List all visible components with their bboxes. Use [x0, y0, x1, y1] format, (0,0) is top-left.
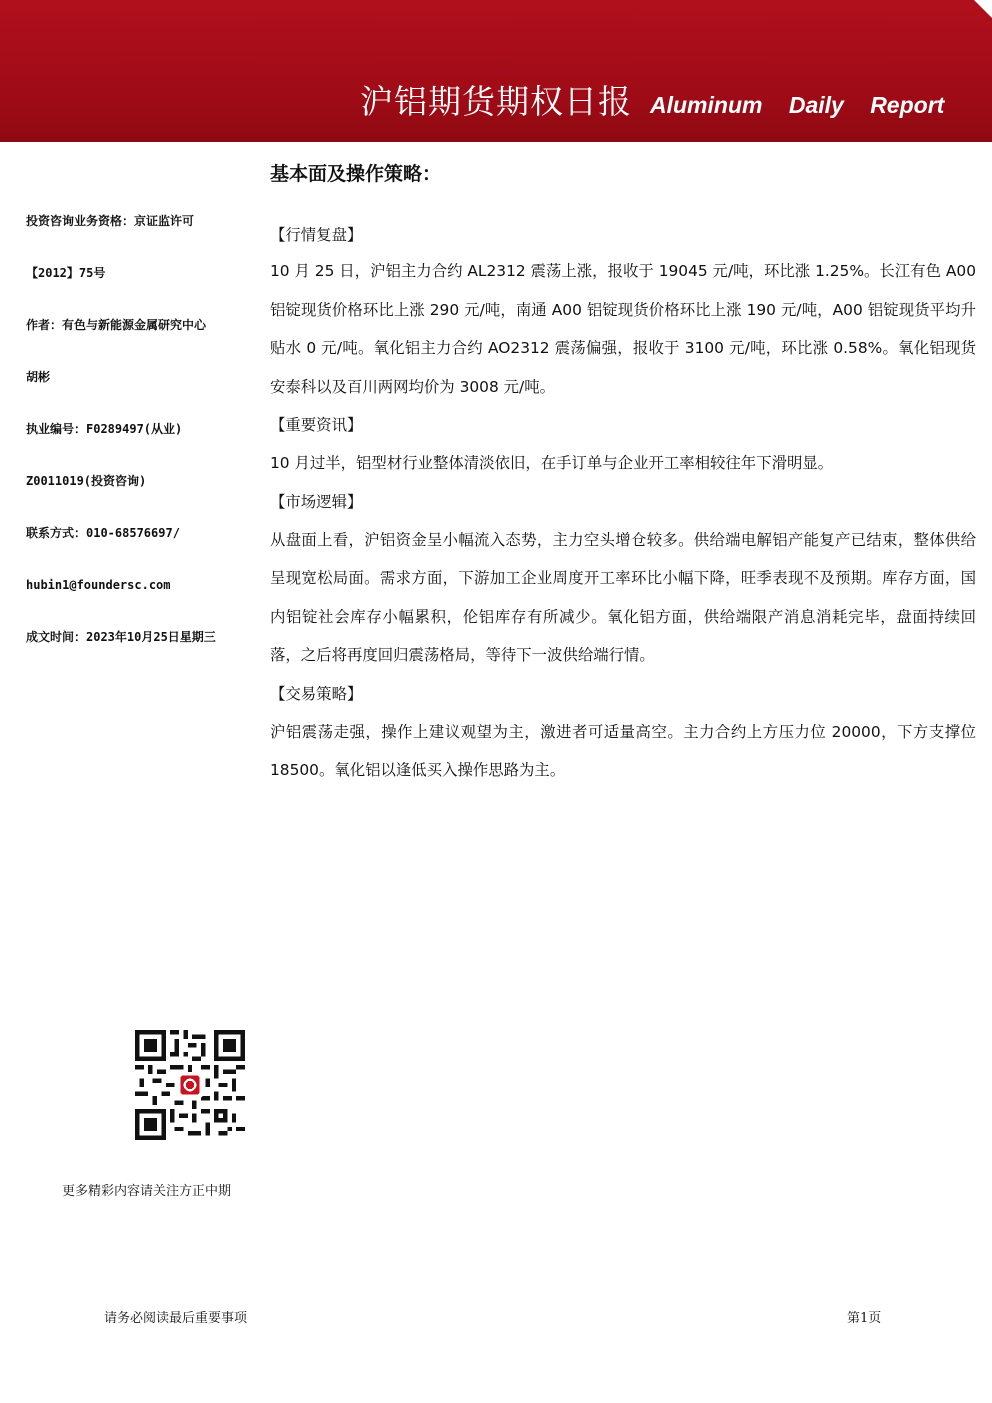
footer-disclaimer-note: 请务必阅读最后重要事项 [104, 1311, 248, 1326]
footer-page-number: 第1页 [847, 1311, 882, 1326]
heading-key-news: 【重要资讯】 [270, 416, 363, 434]
paragraph-market-review: 10 月 25 日，沪铝主力合约 AL2312 震荡上涨，报收于 19045 元/吨，环比涨 1.25%。长江有色 A00 铝锭现货价格环比上涨 290 元/吨，南通 A00 铝锭现货价格环比上涨 190 元/吨，A00 铝锭现货平均升贴水 0 元/吨。氧化铝主力合约 AO2312 震荡偏强，报收于 3100 元/吨，环比涨 0.58%。氧化铝现货安泰科以及百川两网均价为 3008 元/吨。 [270, 262, 976, 396]
sidebar-email: hubin1@foundersc.com [26, 578, 171, 592]
report-title [360, 76, 944, 123]
sidebar-author-dept: 作者：有色与新能源金属研究中心 [26, 318, 207, 332]
qr-code-image [135, 1030, 245, 1140]
sidebar-consult-id: Z0011019(投资咨询) [26, 474, 147, 488]
sidebar-author-name: 胡彬 [26, 370, 51, 384]
paragraph-key-news: 10 月过半，铝型材行业整体清淡依旧，在手订单与企业开工率相较往年下滑明显。 [270, 454, 834, 472]
heading-market-logic: 【市场逻辑】 [270, 492, 363, 511]
paragraph-trading-strategy: 沪铝震荡走强，操作上建议观望为主，激进者可适量高空。主力合约上方压力位 20000，下方支撑位 18500。氧化铝以逢低买入操作思路为主。 [270, 722, 976, 779]
qr-caption: 更多精彩内容请关注方正中期 [62, 1184, 232, 1199]
sidebar-phone: 联系方式：010-68576697/ [26, 526, 180, 540]
sidebar-license-number: 【2012】75号 [26, 266, 106, 280]
report-body [270, 158, 976, 790]
section-title: 基本面及操作策略： [270, 163, 442, 185]
report-title-en: Aluminum Daily Report [650, 92, 945, 118]
sidebar-qualification: 投资咨询业务资格：京证监许可 [26, 214, 195, 228]
heading-trading-strategy: 【交易策略】 [270, 684, 363, 703]
author-info-sidebar [26, 212, 262, 680]
paragraph-market-logic: 从盘面上看，沪铝资金呈小幅流入态势，主力空头增仓较多。供给端电解铝产能复产已结束，整体供给呈现宽松局面。需求方面，下游加工企业周度开工率环比小幅下降，旺季表现不及预期。库存方面，国内铝锭社会库存小幅累积，伦铝库存有所减少。氧化铝方面，供给端限产消息消耗完毕，盘面持续回落，之后将再度回归震荡格局，等待下一波供给端行情。 [270, 530, 976, 664]
sidebar-practice-id: 执业编号：F0289497(从业) [26, 422, 183, 436]
heading-market-review: 【行情复盘】 [270, 226, 363, 244]
header-corner-fold [974, 0, 992, 18]
report-title-cn: 沪铝期货期权日报 [360, 82, 632, 121]
sidebar-date: 成文时间：2023年10月25日星期三 [26, 630, 216, 644]
